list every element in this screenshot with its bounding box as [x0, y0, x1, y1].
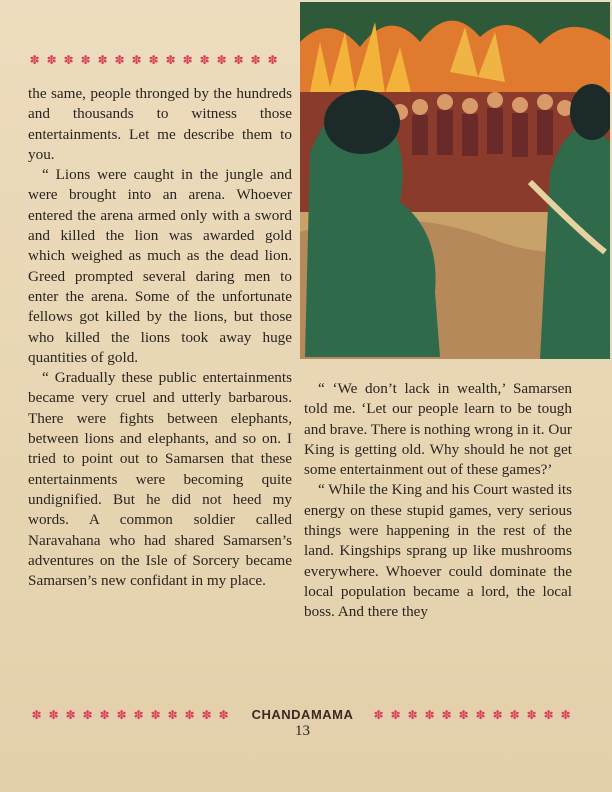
ornament-flower-icon: ✽	[458, 707, 469, 722]
ornament-flower-icon: ✽	[148, 52, 159, 67]
ornament-flower-icon: ✽	[509, 707, 520, 722]
ornament-flower-icon: ✽	[99, 707, 110, 722]
page-number: 13	[295, 723, 310, 739]
ornament-flower-icon: ✽	[373, 707, 384, 722]
footer-ornament-left	[28, 707, 232, 723]
ornament-flower-icon: ✽	[390, 707, 401, 722]
ornament-flower-icon: ✽	[97, 52, 108, 67]
ornament-flower-icon: ✽	[46, 52, 57, 67]
ornament-flower-icon: ✽	[150, 707, 161, 722]
ornament-flower-icon: ✽	[182, 52, 193, 67]
magazine-title: CHANDAMAMA	[251, 707, 354, 722]
ornament-flower-icon: ✽	[116, 707, 127, 722]
ornament-flower-icon: ✽	[560, 707, 571, 722]
ornament-flower-icon: ✽	[114, 52, 125, 67]
ornament-flower-icon: ✽	[80, 52, 91, 67]
ornament-flower-icon: ✽	[82, 707, 93, 722]
ornament-flower-icon: ✽	[48, 707, 59, 722]
ornament-flower-icon: ✽	[407, 707, 418, 722]
paragraph: “ While the King and his Court wasted its energy on these stupid games, very serious things were happening in the rest of the land. Kingships sprang up like mushrooms everywhere. Whoever could dominate the local population became a lord, the local boss. And there they	[304, 481, 572, 621]
top-ornament-border	[26, 52, 281, 68]
paragraph: “ Lions were caught in the jungle and were brought into an arena. Whoever entered the arena armed only with a sword and killed the lion was awarded gold which weighed as much as the dead lion. Greed prompted several daring men to enter the arena. Some of the unfortunate fellows got killed by the lions, but those who killed the lions took away huge quantities of gold.	[28, 166, 292, 366]
ornament-flower-icon: ✽	[267, 52, 278, 67]
ornament-flower-icon: ✽	[29, 52, 40, 67]
ornament-flower-icon: ✽	[475, 707, 486, 722]
footer-ornament-right	[370, 707, 574, 723]
right-text-column	[304, 379, 572, 623]
ornament-flower-icon: ✽	[201, 707, 212, 722]
ornament-flower-icon: ✽	[233, 52, 244, 67]
ornament-flower-icon: ✽	[492, 707, 503, 722]
ornament-flower-icon: ✽	[199, 52, 210, 67]
ornament-flower-icon: ✽	[216, 52, 227, 67]
ornament-flower-icon: ✽	[250, 52, 261, 67]
ornament-flower-icon: ✽	[218, 707, 229, 722]
ornament-flower-icon: ✽	[31, 707, 42, 722]
ornament-flower-icon: ✽	[167, 707, 178, 722]
left-text-column	[28, 84, 292, 591]
ornament-flower-icon: ✽	[441, 707, 452, 722]
ornament-flower-icon: ✽	[543, 707, 554, 722]
ornament-flower-icon: ✽	[65, 707, 76, 722]
ornament-flower-icon: ✽	[184, 707, 195, 722]
paragraph: “ Gradually these public entertainments became very cruel and utterly barbarous. There were fights between elephants, between lions and elephants, and so on. I tried to point out to Samarsen that these entertainments were becoming quite undignified. But he did not heed my words. A common soldier called Naravahana who had shared Samarsen’s adventures on the Isle of Sorcery became Samarsen’s new confidant in my place.	[28, 369, 292, 590]
ornament-flower-icon: ✽	[63, 52, 74, 67]
ornament-flower-icon: ✽	[165, 52, 176, 67]
paragraph: “ ‘We don’t lack in wealth,’ Samarsen told me. ‘Let our people learn to be tough and brave. There is nothing wrong in it. Our King is getting old. Why should he not get some entertainment out of these games?’	[304, 380, 572, 479]
ornament-flower-icon: ✽	[526, 707, 537, 722]
story-illustration	[300, 2, 610, 359]
ornament-flower-icon: ✽	[424, 707, 435, 722]
paragraph: the same, people thronged by the hundreds and thousands to witness those entertainments. Let me describe them to you.	[28, 85, 292, 163]
ornament-flower-icon: ✽	[131, 52, 142, 67]
ornament-flower-icon: ✽	[133, 707, 144, 722]
